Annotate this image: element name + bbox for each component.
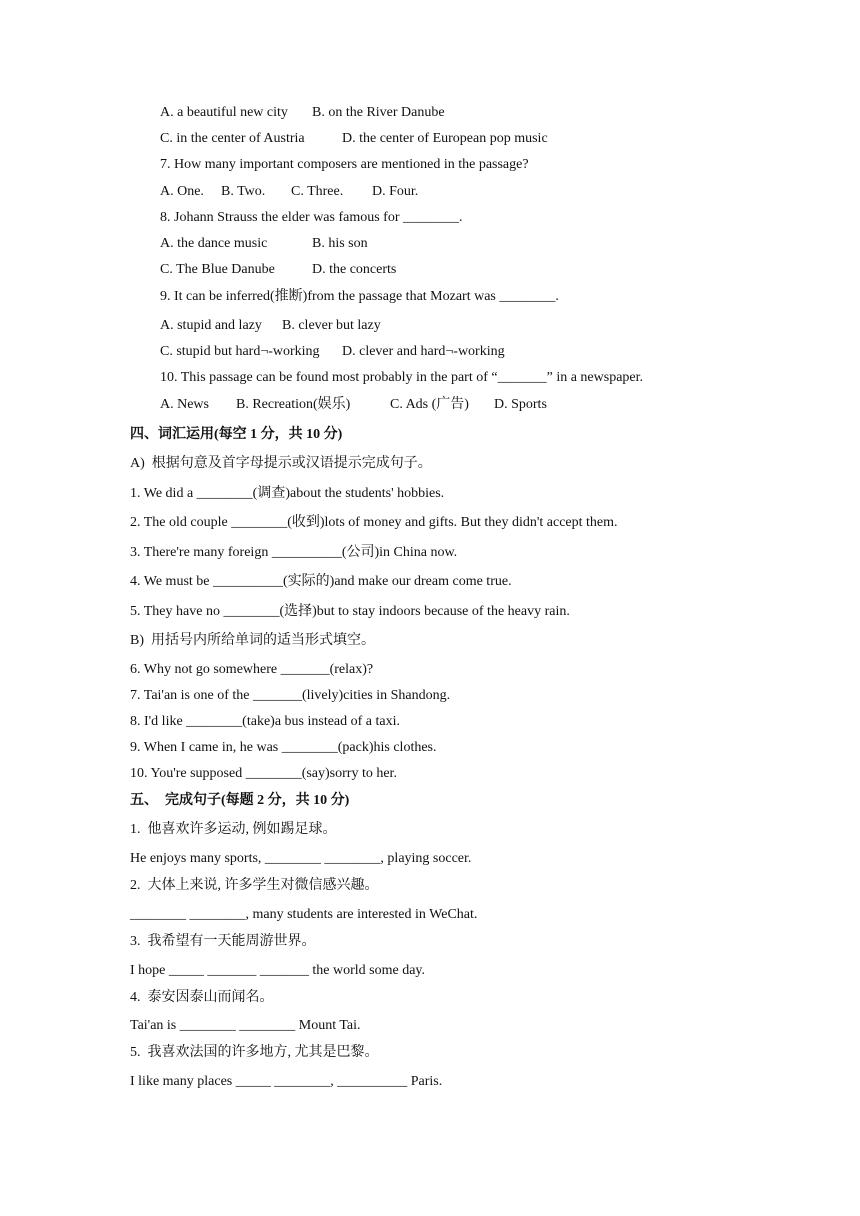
section4-item-1: 1. We did a ________(调查)about the students' hobbies. (130, 486, 445, 501)
q6-option-c: C. in the center of Austria (160, 131, 305, 146)
q7-option-c: C. Three. (291, 184, 344, 199)
section5-item-5-chinese: 5. 我喜欢法国的许多地方, 尤其是巴黎。 (130, 1045, 379, 1060)
section5-item-1-english: He enjoys many sports, ________ ________, playing soccer. (130, 851, 472, 866)
section5-item-3-chinese: 3. 我希望有一天能周游世界。 (130, 934, 316, 949)
section5-heading: 五、 完成句子(每题 2 分，共 10 分) (130, 793, 350, 808)
q7-stem: 7. How many important composers are mentioned in the passage? (160, 157, 529, 172)
section4-item-4: 4. We must be __________(实际的)and make our dream come true. (130, 574, 512, 589)
section5-item-2-chinese: 2. 大体上来说, 许多学生对微信感兴趣。 (130, 878, 379, 893)
q7-option-a: A. One. (160, 184, 204, 199)
section4-item-9: 9. When I came in, he was ________(pack)his clothes. (130, 740, 437, 755)
q9-option-d: D. clever and hard¬-working (342, 344, 505, 359)
section5-item-1-chinese: 1. 他喜欢许多运动, 例如踢足球。 (130, 822, 337, 837)
section4-item-8: 8. I'd like ________(take)a bus instead of a taxi. (130, 714, 401, 729)
section4-part-b-instructions: B) 用括号内所给单词的适当形式填空。 (130, 633, 375, 648)
q8-option-d: D. the concerts (312, 262, 397, 277)
q9-option-c: C. stupid but hard¬-working (160, 344, 320, 359)
section4-item-10: 10. You're supposed ________(say)sorry to her. (130, 766, 397, 781)
q10-option-b: B. Recreation(娱乐) (236, 397, 351, 412)
q10-stem: 10. This passage can be found most probably in the part of “_______” in a newspaper. (160, 370, 644, 385)
section5-item-3-english: I hope _____ _______ _______ the world some day. (130, 963, 425, 978)
section5-item-4-english: Tai'an is ________ ________ Mount Tai. (130, 1018, 361, 1033)
q8-stem: 8. Johann Strauss the elder was famous for ________. (160, 210, 463, 225)
q7-option-d: D. Four. (372, 184, 419, 199)
q10-option-a: A. News (160, 397, 209, 412)
q7-option-b: B. Two. (221, 184, 266, 199)
section4-item-7: 7. Tai'an is one of the _______(lively)cities in Shandong. (130, 688, 451, 703)
q9-option-a: A. stupid and lazy (160, 318, 262, 333)
q6-option-b: B. on the River Danube (312, 105, 445, 120)
section5-item-4-chinese: 4. 泰安因泰山而闻名。 (130, 990, 274, 1005)
section4-item-6: 6. Why not go somewhere _______(relax)? (130, 662, 374, 677)
section4-part-a-instructions: A) 根据句意及首字母提示或汉语提示完成句子。 (130, 456, 432, 471)
q10-option-c: C. Ads (广告) (390, 397, 469, 412)
section5-item-5-english: I like many places _____ ________, __________ Paris. (130, 1074, 443, 1089)
section4-heading: 四、词汇运用(每空 1 分，共 10 分) (130, 427, 343, 442)
q8-option-a: A. the dance music (160, 236, 268, 251)
section4-item-5: 5. They have no ________(选择)but to stay indoors because of the heavy rain. (130, 604, 570, 619)
q10-option-d: D. Sports (494, 397, 547, 412)
q8-option-c: C. The Blue Danube (160, 262, 275, 277)
section4-item-3: 3. There're many foreign __________(公司)in China now. (130, 545, 458, 560)
q9-option-b: B. clever but lazy (282, 318, 381, 333)
section4-item-2: 2. The old couple ________(收到)lots of money and gifts. But they didn't accept them. (130, 515, 618, 530)
section5-item-2-english: ________ ________, many students are interested in WeChat. (130, 907, 478, 922)
q6-option-a: A. a beautiful new city (160, 105, 288, 120)
q6-option-d: D. the center of European pop music (342, 131, 548, 146)
q9-stem: 9. It can be inferred(推断)from the passage that Mozart was ________. (160, 289, 559, 304)
q8-option-b: B. his son (312, 236, 368, 251)
